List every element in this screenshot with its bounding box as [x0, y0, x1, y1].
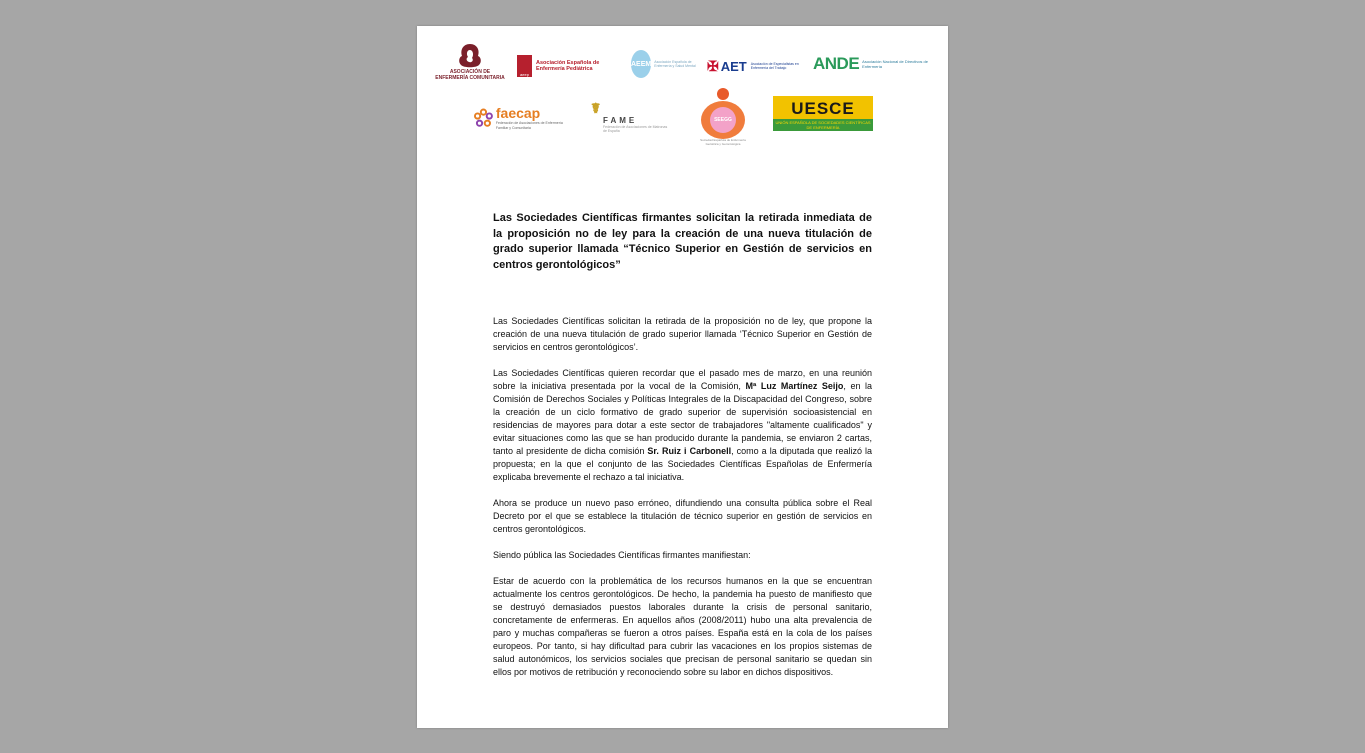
- uesce-name: UESCE: [773, 99, 873, 119]
- aet-name: AET: [720, 58, 747, 74]
- paragraph-5: Estar de acuerdo con la problemática de los recursos humanos en la que se encuentran actualmente los centros gerontológicos. De hecho, la pandemia ha puesto de manifiesto que se destruyó demasiados puestos laborales durante la crisis de personal sanitario, concretamente de enfermeras. En aquellos años (2008/2011) hubo una alta prevalencia de paro y muchas compañeras se fueron a otros países. España está en la cola de los países europeos. Por tanto, si hay dificultad para cubrir las vacaciones en los propios sistemas de salud autonómicos, los servicios sociales que precisan de personal sanitario se quedan sin ellos por motivos de retribución y reconociendo sobre su labor en dichos dispositivos.: [493, 576, 872, 677]
- paragraph-2: [493, 367, 872, 484]
- paragraph-2-part-e: , como a la diputada que realizó la propuesta; en la que el conjunto de las Sociedades Científicas Españolas de Enfermería explicaba brevemente el rechazo a tal iniciativa.: [493, 446, 873, 482]
- aeep-mark: aeep: [517, 55, 532, 77]
- faecap-flower-icon: [473, 102, 494, 134]
- name-ruiz-carbonell: Sr. Ruiz i Carbonell: [647, 446, 732, 456]
- faecap-name: faecap: [495, 105, 541, 122]
- faecap-label: Federación de Asociaciones de Enfermería Familiar y Comunitaria: [495, 121, 563, 130]
- seegg-head-icon: [717, 88, 729, 100]
- name-martinez-seijo: Mª Luz Martínez Seijo: [745, 381, 844, 391]
- document-page: [417, 26, 948, 728]
- seegg-mark: SEEGG: [710, 107, 736, 133]
- aeem-mark: AEEM: [631, 50, 651, 78]
- maltese-cross-icon: ✠: [707, 57, 719, 74]
- ande-name: ANDE: [813, 54, 860, 73]
- ande-label: Asociación Nacional de Directivos de Enfermería: [862, 59, 928, 69]
- paragraph-4: Siendo pública las Sociedades Científicas firmantes manifiestan:: [493, 550, 751, 560]
- logo-aet: [707, 56, 807, 76]
- aet-label: Asociación de Especialistas en Enfermería del Trabajo: [750, 61, 799, 70]
- seegg-label: Sociedad Española de Enfermería Geriátrica y Gerontológica: [700, 138, 746, 146]
- fame-name: FAME: [603, 116, 638, 125]
- paragraph-3: Ahora se produce un nuevo paso erróneo, difundiendo una consulta pública sobre el Real Decreto por el que se establece la titulación de técnico superior en gestión de servicios en centros gerontológicos.: [493, 498, 872, 534]
- fame-label: Federación de Asociaciones de Matronas de España: [603, 125, 668, 133]
- paragraph-1: Las Sociedades Científicas solicitan la retirada de la proposición no de ley, que propone la creación de una nueva titulación de grado superior llamada ‘Técnico Superior en Gestión de servicios en centros gerontológicos’.: [493, 316, 872, 352]
- logo-asociacion-enfermeria-comunitaria: [435, 42, 505, 86]
- aeep-label: Asociación Española de Enfermería Pediátrica: [536, 59, 600, 72]
- logo-uesce: [773, 96, 873, 136]
- paragraph-2-part-a: Las Sociedades Científicas quieren recordar que el pasado mes de marzo, en una reunión sobre la iniciativa presentada por la vocal de la Comisión,: [493, 368, 872, 391]
- logo-aeep: [517, 54, 627, 78]
- aec-label: ASOCIACIÓN DE ENFERMERÍA COMUNITARIA: [435, 69, 505, 81]
- document-body: [493, 315, 872, 679]
- logo-faecap: [473, 100, 563, 136]
- document-title: Las Sociedades Científicas firmantes solicitan la retirada inmediata de la proposición no de ley para la creación de una nueva titulación de grado superior llamada “Técnico Superior en Gestión de servicios en centros gerontológicos”: [493, 212, 872, 271]
- logo-seegg: [695, 88, 751, 146]
- logo-fame: [587, 100, 669, 138]
- seegg-emblem: [701, 101, 745, 139]
- logo-aeesme: [631, 48, 703, 80]
- aeem-label: Asociación Española de Enfermería y Salud Mental: [654, 59, 696, 68]
- aec-emblem-icon: [455, 42, 485, 70]
- uesce-label: UNIÓN ESPAÑOLA DE SOCIEDADES CIENTÍFICAS DE ENFERMERÍA: [773, 119, 873, 131]
- logo-ande: [813, 52, 931, 76]
- paragraph-2-part-c: , en la Comisión de Derechos Sociales y Políticas Integrales de la Discapacidad del Congreso, sobre la creación de un ciclo formativo de grado superior de supervisión socioasistencial en residencias de mayores para dotar a este sector de trabajadores "altamente cualificados" y evitar situaciones como las que se han producido durante la pandemia, se enviaron 2 cartas, tanto al presidente de dicha comisión: [493, 381, 872, 456]
- fame-symbol-icon: ☤: [591, 100, 601, 116]
